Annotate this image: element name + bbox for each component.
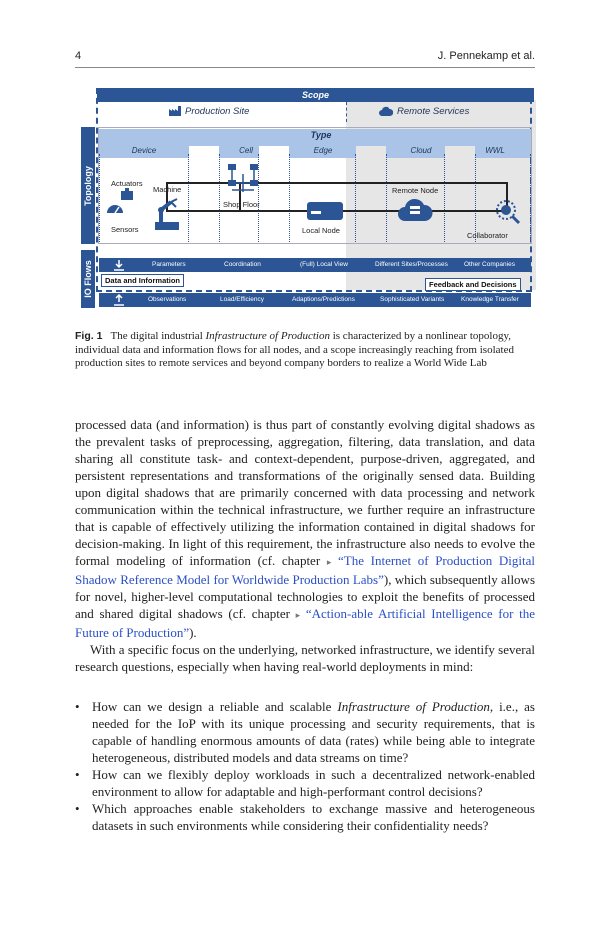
shop-floor-label: Shop Floor	[223, 200, 260, 209]
list-item: • How can we flexibly deploy workloads in such a decentralized network-enabled environment to allow for adaptable and high-performant control decisions?	[75, 766, 535, 800]
scope-region-divider	[346, 102, 347, 122]
type-gap-cell-edge	[259, 146, 289, 242]
collaborator-icon	[486, 196, 526, 230]
caption-italic: Infrastructure of Production	[205, 330, 330, 342]
cloud-server-icon	[397, 197, 433, 223]
type-gap-device-cell	[189, 146, 219, 242]
factory-icon	[169, 106, 181, 116]
paragraph-1-text-a: processed data (and information) is thus part of constantly evolving digital shadows as the prevalent tasks of preprocessing, aggregation, filtering, data translation, and data sharing all constitute task- and context-dependent, purpose-driven, aggregated, and persistent representations and transformations of the originally sensed data. Building upon digital shadows that are primarily concerned with data processing and network communication within the technical infrastructure, we further require an infrastructure that is capable of effectively utilizing the information contained in digital shadows for decision-making. In light of this requirement, the infrastructure also needs to evolve the formal modeling of information (cf. chapter	[75, 417, 535, 568]
io-bottom-knowledge-transfer: Knowledge Transfer	[461, 296, 519, 303]
running-head-authors: J. Pennekamp et al.	[437, 50, 535, 62]
io-row-bottom	[99, 293, 531, 307]
paragraph-1	[75, 416, 535, 641]
server-icon	[306, 201, 344, 223]
io-bottom-load-efficiency: Load/Efficiency	[220, 296, 264, 303]
collaborator-label: Collaborator	[467, 231, 508, 240]
paragraph-1-text-b: ), which subsequently allows for novel, higher-level computational technologies to exploit the benefits of processed and shared digital shadows (cf. chapter	[75, 572, 536, 621]
list-item	[75, 698, 535, 766]
chapter-arrow-icon: ▸	[295, 610, 301, 620]
shop-floor-icon	[226, 162, 260, 196]
upload-icon	[113, 294, 125, 306]
remote-services-text: Remote Services	[397, 105, 470, 117]
remote-node-label: Remote Node	[392, 186, 439, 195]
io-bottom-observations: Observations	[148, 296, 187, 303]
machine-label: Machine	[153, 185, 182, 194]
io-flows-area	[99, 250, 531, 308]
feedback-and-decisions-box: Feedback and Decisions	[425, 278, 521, 291]
paragraph-1-text-c: ).	[189, 625, 197, 640]
type-cloud: Cloud	[410, 146, 432, 155]
research-questions-list	[75, 698, 535, 834]
figure-caption	[75, 330, 535, 371]
cloud-icon	[379, 106, 393, 116]
chapter-link-actionable-ai[interactable]: “Action-able Artificial Intelligence for the Future of Production”	[75, 606, 535, 640]
chapter-link-reference-model[interactable]: “The Internet of Production Digital Shadow Reference Model for Worldwide Production Labs”	[75, 553, 535, 587]
topology-upper-link	[166, 182, 506, 184]
bullet-1-text-b: , i.e., as needed for the IoP with its unique processing and security requirements, that is capable of handling enormous amounts of data (rates) while being able to integrate heterogeneous, distributed models and data streams on time?	[92, 699, 535, 765]
io-top-parameters: Parameters	[152, 261, 186, 268]
header-rule	[75, 67, 535, 68]
paragraph-2: With a specific focus on the underlying, networked infrastructure, we identify several research questions, especially when having real-world deployments in mind:	[75, 642, 535, 674]
sensor-icon	[106, 200, 124, 214]
production-site-text: Production Site	[185, 105, 250, 117]
io-top-local-view: (Full) Local View	[300, 261, 348, 268]
list-item: • Which approaches enable stakeholders to exchange massive and heterogeneous datasets in such environments while considering their confidentiality needs?	[75, 800, 535, 834]
io-top-other-companies: Other Companies	[464, 261, 515, 268]
caption-text-1: The digital industrial	[110, 330, 206, 342]
download-icon	[113, 259, 125, 271]
type-device: Device	[131, 146, 157, 155]
bullet-1-italic: Infrastructure of Production	[337, 699, 490, 714]
topology-text: Topology	[83, 165, 93, 206]
type-edge: Edge	[313, 146, 333, 155]
actuators-label: Actuators	[111, 179, 143, 188]
figure-label: Fig. 1	[75, 330, 103, 342]
scope-bar: Scope	[97, 88, 534, 102]
type-wwl: WWL	[485, 146, 505, 155]
remote-services-label	[379, 103, 469, 119]
caption-text-2: is characterized by a nonlinear topology, individual data and information flows for all nodes, and a scope increasingly reaching from isolated production sites to remote services and beyond company borders to realize a World Wide Lab	[75, 330, 514, 369]
type-gap-cloud-wwl	[445, 146, 475, 242]
topology-side-label	[81, 127, 95, 244]
bullet-1-text-a: How can we design a reliable and scalable	[92, 699, 338, 714]
data-and-information-box: Data and Information	[101, 274, 184, 287]
production-site-label	[169, 103, 249, 119]
figure-infrastructure-of-production	[81, 86, 536, 311]
page-number: 4	[75, 50, 82, 62]
robot-arm-icon	[151, 194, 181, 230]
io-flows-side-label	[81, 250, 95, 308]
running-head	[75, 50, 535, 66]
chapter-arrow-icon: ▸	[326, 557, 332, 567]
body-text	[75, 416, 535, 675]
local-node-label: Local Node	[302, 226, 340, 235]
io-top-different-sites: Different Sites/Processes	[375, 261, 448, 268]
sensors-label: Sensors	[111, 225, 139, 234]
io-row-top	[99, 258, 531, 272]
type-title: Type	[310, 130, 332, 140]
type-cell: Cell	[239, 146, 253, 155]
io-flows-text: IO Flows	[83, 260, 93, 298]
io-bottom-sophisticated: Sophisticated Variants	[380, 296, 445, 303]
io-bottom-adaptions: Adaptions/Predictions	[292, 296, 355, 303]
type-gap-edge-cloud	[356, 146, 386, 242]
io-top-coordination: Coordination	[224, 261, 261, 268]
